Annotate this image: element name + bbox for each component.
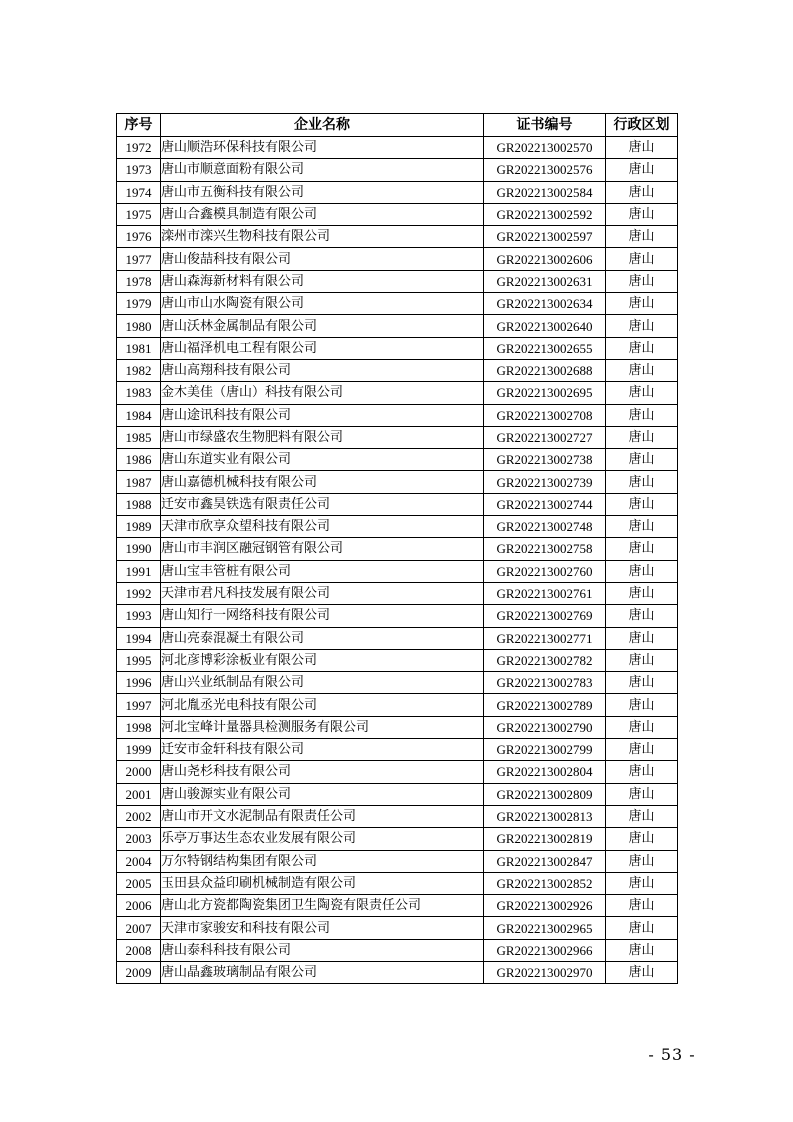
row-index: 2005 <box>117 872 161 894</box>
row-cert-number: GR202213002926 <box>484 895 606 917</box>
row-company-name: 唐山森海新材料有限公司 <box>161 270 484 292</box>
table-row <box>117 649 678 671</box>
table-row <box>117 828 678 850</box>
row-company-name: 河北胤丞光电科技有限公司 <box>161 694 484 716</box>
row-region: 唐山 <box>606 672 678 694</box>
row-cert-number: GR202213002819 <box>484 828 606 850</box>
row-company-name: 唐山俊喆科技有限公司 <box>161 248 484 270</box>
table-row <box>117 471 678 493</box>
row-index: 1998 <box>117 716 161 738</box>
table-row <box>117 270 678 292</box>
row-company-name: 唐山高翔科技有限公司 <box>161 359 484 381</box>
table-row <box>117 137 678 159</box>
table-row <box>117 226 678 248</box>
row-index: 1990 <box>117 538 161 560</box>
table-row <box>117 961 678 983</box>
row-company-name: 唐山顺浩环保科技有限公司 <box>161 137 484 159</box>
row-company-name: 滦州市滦兴生物科技有限公司 <box>161 226 484 248</box>
table-row <box>117 337 678 359</box>
row-region: 唐山 <box>606 939 678 961</box>
row-company-name: 天津市欣享众望科技有限公司 <box>161 516 484 538</box>
table-row <box>117 783 678 805</box>
row-index: 1985 <box>117 426 161 448</box>
row-index: 1994 <box>117 627 161 649</box>
row-region: 唐山 <box>606 805 678 827</box>
row-region: 唐山 <box>606 270 678 292</box>
table-row <box>117 805 678 827</box>
row-cert-number: GR202213002744 <box>484 493 606 515</box>
row-region: 唐山 <box>606 226 678 248</box>
row-cert-number: GR202213002688 <box>484 359 606 381</box>
row-index: 1974 <box>117 181 161 203</box>
row-cert-number: GR202213002758 <box>484 538 606 560</box>
row-cert-number: GR202213002634 <box>484 293 606 315</box>
table-row <box>117 716 678 738</box>
table-row <box>117 761 678 783</box>
row-index: 2001 <box>117 783 161 805</box>
row-region: 唐山 <box>606 582 678 604</box>
row-region: 唐山 <box>606 248 678 270</box>
row-company-name: 唐山晶鑫玻璃制品有限公司 <box>161 961 484 983</box>
row-company-name: 唐山市开文水泥制品有限责任公司 <box>161 805 484 827</box>
table-row <box>117 359 678 381</box>
row-cert-number: GR202213002655 <box>484 337 606 359</box>
row-cert-number: GR202213002584 <box>484 181 606 203</box>
table-row <box>117 582 678 604</box>
row-index: 2009 <box>117 961 161 983</box>
row-cert-number: GR202213002748 <box>484 516 606 538</box>
row-company-name: 唐山嘉德机械科技有限公司 <box>161 471 484 493</box>
row-cert-number: GR202213002606 <box>484 248 606 270</box>
row-cert-number: GR202213002576 <box>484 159 606 181</box>
row-index: 2003 <box>117 828 161 850</box>
table-row <box>117 739 678 761</box>
table-row <box>117 516 678 538</box>
row-company-name: 乐亭万事达生态农业发展有限公司 <box>161 828 484 850</box>
row-region: 唐山 <box>606 159 678 181</box>
row-company-name: 唐山知行一网络科技有限公司 <box>161 605 484 627</box>
row-company-name: 唐山福泽机电工程有限公司 <box>161 337 484 359</box>
row-region: 唐山 <box>606 783 678 805</box>
table-row <box>117 203 678 225</box>
row-index: 1978 <box>117 270 161 292</box>
row-company-name: 唐山亮泰混凝土有限公司 <box>161 627 484 649</box>
row-index: 2000 <box>117 761 161 783</box>
row-index: 1988 <box>117 493 161 515</box>
row-cert-number: GR202213002809 <box>484 783 606 805</box>
row-cert-number: GR202213002804 <box>484 761 606 783</box>
row-index: 1986 <box>117 449 161 471</box>
table-row <box>117 939 678 961</box>
row-index: 1995 <box>117 649 161 671</box>
row-company-name: 唐山宝丰管桩有限公司 <box>161 560 484 582</box>
row-company-name: 唐山途讯科技有限公司 <box>161 404 484 426</box>
row-region: 唐山 <box>606 293 678 315</box>
table-row <box>117 895 678 917</box>
table-row <box>117 404 678 426</box>
row-region: 唐山 <box>606 203 678 225</box>
table-row <box>117 560 678 582</box>
table-row <box>117 538 678 560</box>
row-region: 唐山 <box>606 917 678 939</box>
row-company-name: 唐山沃林金属制品有限公司 <box>161 315 484 337</box>
row-index: 1975 <box>117 203 161 225</box>
row-cert-number: GR202213002790 <box>484 716 606 738</box>
row-region: 唐山 <box>606 828 678 850</box>
row-company-name: 唐山市丰润区融冠钢管有限公司 <box>161 538 484 560</box>
row-index: 1997 <box>117 694 161 716</box>
row-cert-number: GR202213002782 <box>484 649 606 671</box>
table-row <box>117 181 678 203</box>
row-index: 1979 <box>117 293 161 315</box>
table-row <box>117 315 678 337</box>
row-cert-number: GR202213002789 <box>484 694 606 716</box>
row-region: 唐山 <box>606 716 678 738</box>
row-index: 1982 <box>117 359 161 381</box>
row-index: 1983 <box>117 382 161 404</box>
row-company-name: 唐山尧杉科技有限公司 <box>161 761 484 783</box>
table-row <box>117 917 678 939</box>
row-cert-number: GR202213002727 <box>484 426 606 448</box>
row-index: 1977 <box>117 248 161 270</box>
row-company-name: 迁安市鑫昊铁选有限责任公司 <box>161 493 484 515</box>
row-index: 1984 <box>117 404 161 426</box>
row-company-name: 唐山东道实业有限公司 <box>161 449 484 471</box>
row-company-name: 迁安市金轩科技有限公司 <box>161 739 484 761</box>
table-row <box>117 694 678 716</box>
row-region: 唐山 <box>606 426 678 448</box>
row-index: 1996 <box>117 672 161 694</box>
table-row <box>117 872 678 894</box>
row-company-name: 唐山市顺意面粉有限公司 <box>161 159 484 181</box>
row-cert-number: GR202213002965 <box>484 917 606 939</box>
row-region: 唐山 <box>606 872 678 894</box>
row-cert-number: GR202213002640 <box>484 315 606 337</box>
row-index: 1973 <box>117 159 161 181</box>
row-region: 唐山 <box>606 449 678 471</box>
table-row <box>117 850 678 872</box>
row-index: 2004 <box>117 850 161 872</box>
row-region: 唐山 <box>606 337 678 359</box>
row-index: 2006 <box>117 895 161 917</box>
row-index: 2002 <box>117 805 161 827</box>
enterprise-table <box>116 113 678 984</box>
row-company-name: 唐山泰科科技有限公司 <box>161 939 484 961</box>
row-region: 唐山 <box>606 538 678 560</box>
row-index: 1991 <box>117 560 161 582</box>
row-cert-number: GR202213002738 <box>484 449 606 471</box>
row-index: 2007 <box>117 917 161 939</box>
table-row <box>117 159 678 181</box>
row-region: 唐山 <box>606 627 678 649</box>
row-cert-number: GR202213002708 <box>484 404 606 426</box>
row-region: 唐山 <box>606 359 678 381</box>
row-index: 1992 <box>117 582 161 604</box>
row-index: 1976 <box>117 226 161 248</box>
row-region: 唐山 <box>606 739 678 761</box>
row-company-name: 玉田县众益印刷机械制造有限公司 <box>161 872 484 894</box>
row-company-name: 唐山市五衡科技有限公司 <box>161 181 484 203</box>
row-index: 1987 <box>117 471 161 493</box>
row-index: 2008 <box>117 939 161 961</box>
row-region: 唐山 <box>606 761 678 783</box>
row-region: 唐山 <box>606 649 678 671</box>
row-region: 唐山 <box>606 694 678 716</box>
row-cert-number: GR202213002771 <box>484 627 606 649</box>
row-region: 唐山 <box>606 382 678 404</box>
table-row <box>117 248 678 270</box>
table-row <box>117 493 678 515</box>
row-region: 唐山 <box>606 471 678 493</box>
row-cert-number: GR202213002970 <box>484 961 606 983</box>
row-company-name: 唐山市山水陶瓷有限公司 <box>161 293 484 315</box>
row-region: 唐山 <box>606 560 678 582</box>
table-row <box>117 672 678 694</box>
header-cert: 证书编号 <box>484 114 606 137</box>
table-row <box>117 449 678 471</box>
table-row <box>117 382 678 404</box>
row-cert-number: GR202213002799 <box>484 739 606 761</box>
row-cert-number: GR202213002769 <box>484 605 606 627</box>
row-region: 唐山 <box>606 493 678 515</box>
table-row <box>117 426 678 448</box>
row-index: 1981 <box>117 337 161 359</box>
row-company-name: 唐山合鑫模具制造有限公司 <box>161 203 484 225</box>
row-company-name: 唐山北方瓷都陶瓷集团卫生陶瓷有限责任公司 <box>161 895 484 917</box>
row-cert-number: GR202213002597 <box>484 226 606 248</box>
row-region: 唐山 <box>606 315 678 337</box>
row-cert-number: GR202213002813 <box>484 805 606 827</box>
row-cert-number: GR202213002739 <box>484 471 606 493</box>
row-cert-number: GR202213002760 <box>484 560 606 582</box>
row-cert-number: GR202213002852 <box>484 872 606 894</box>
row-cert-number: GR202213002695 <box>484 382 606 404</box>
row-region: 唐山 <box>606 137 678 159</box>
row-company-name: 唐山兴业纸制品有限公司 <box>161 672 484 694</box>
row-company-name: 河北彦博彩涂板业有限公司 <box>161 649 484 671</box>
row-index: 1989 <box>117 516 161 538</box>
row-region: 唐山 <box>606 850 678 872</box>
row-region: 唐山 <box>606 404 678 426</box>
row-region: 唐山 <box>606 961 678 983</box>
header-name: 企业名称 <box>161 114 484 137</box>
row-cert-number: GR202213002592 <box>484 203 606 225</box>
row-company-name: 唐山骏源实业有限公司 <box>161 783 484 805</box>
row-region: 唐山 <box>606 895 678 917</box>
table-row <box>117 627 678 649</box>
row-company-name: 天津市家骏安和科技有限公司 <box>161 917 484 939</box>
row-region: 唐山 <box>606 605 678 627</box>
row-cert-number: GR202213002783 <box>484 672 606 694</box>
table-row <box>117 605 678 627</box>
page-number: - 53 - <box>648 1045 696 1064</box>
row-company-name: 万尔特钢结构集团有限公司 <box>161 850 484 872</box>
header-index: 序号 <box>117 114 161 137</box>
row-index: 1980 <box>117 315 161 337</box>
row-company-name: 唐山市绿盛农生物肥料有限公司 <box>161 426 484 448</box>
row-region: 唐山 <box>606 516 678 538</box>
row-index: 1972 <box>117 137 161 159</box>
row-cert-number: GR202213002761 <box>484 582 606 604</box>
row-cert-number: GR202213002966 <box>484 939 606 961</box>
row-cert-number: GR202213002847 <box>484 850 606 872</box>
row-region: 唐山 <box>606 181 678 203</box>
row-index: 1999 <box>117 739 161 761</box>
row-company-name: 河北宝峰计量器具检测服务有限公司 <box>161 716 484 738</box>
row-company-name: 天津市君凡科技发展有限公司 <box>161 582 484 604</box>
header-area: 行政区划 <box>606 114 678 137</box>
table-header-row <box>117 114 678 137</box>
row-cert-number: GR202213002631 <box>484 270 606 292</box>
table-row <box>117 293 678 315</box>
row-company-name: 金木美佳（唐山）科技有限公司 <box>161 382 484 404</box>
row-cert-number: GR202213002570 <box>484 137 606 159</box>
row-index: 1993 <box>117 605 161 627</box>
